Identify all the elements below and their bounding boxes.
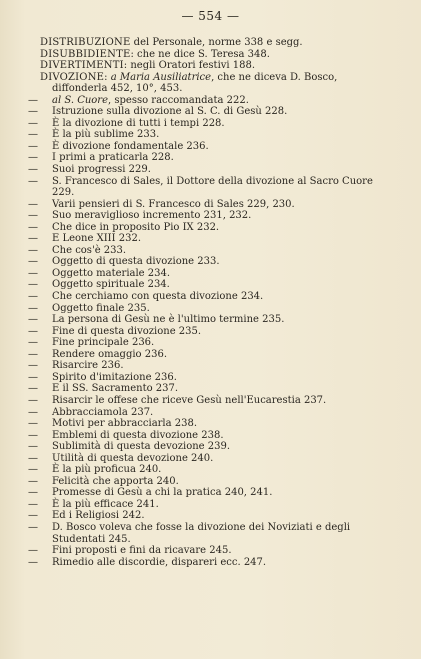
entry-heading: DISUBBIDIENTE: [40, 48, 131, 60]
index-entry: [28, 487, 392, 499]
entry-text: , che ne diceva D. Bosco, diffonderla 452, 10°, 453.: [52, 71, 338, 95]
entry-text: Che cerchiamo con questa divozione 234.: [52, 291, 264, 303]
entry-text: Utilità di questa devozione 240.: [52, 452, 214, 464]
index-entry: [28, 129, 392, 141]
entry-text: È la più sublime 233.: [52, 129, 160, 141]
entry-dash: —: [28, 498, 38, 510]
index-entry: [28, 198, 392, 211]
index-entry: [28, 256, 392, 268]
entry-dash: —: [28, 244, 38, 256]
entry-text: : negli Oratori festivi 188.: [123, 60, 256, 72]
entry-italic-text: al S. Cuore: [52, 94, 109, 106]
entry-dash: —: [28, 198, 38, 210]
index-entry: [28, 429, 392, 442]
index-entry: [28, 521, 392, 545]
entry-dash: —: [28, 487, 38, 499]
entry-text: E il SS. Sacramento 237.: [52, 383, 179, 395]
index-entry: [28, 452, 392, 465]
entry-dash: —: [28, 210, 38, 222]
index-entry: [28, 418, 392, 430]
entry-text: Emblemi di questa divozione 238.: [52, 429, 224, 441]
index-entry: [28, 164, 392, 176]
index-entry: [28, 464, 392, 476]
entry-dash: —: [28, 221, 38, 233]
index-entry: [28, 302, 392, 315]
entry-text: E Leone XIII 232.: [52, 233, 142, 245]
entry-dash: —: [28, 521, 38, 533]
entry-text: Varii pensieri di S. Francesco di Sales 229, 230.: [52, 198, 295, 210]
entry-dash: —: [28, 545, 38, 557]
entry-italic-text: a Maria Ausiliatrice: [110, 71, 212, 83]
entry-dash: —: [28, 360, 38, 372]
entry-dash: —: [28, 406, 38, 418]
index-entry: [40, 49, 392, 61]
entry-text: D. Bosco voleva che fosse la divozione dei Noviziati e degli Studentati 245.: [52, 521, 351, 545]
entry-dash: —: [28, 348, 38, 360]
entry-heading: DIVERTIMENTI: [40, 60, 124, 72]
entry-dash: —: [28, 256, 38, 268]
entry-dash: —: [28, 164, 38, 176]
index-entry: [28, 221, 392, 234]
index-entry: [40, 72, 392, 95]
index-entry: [28, 210, 392, 222]
entry-dash: —: [28, 418, 38, 430]
entry-dash: —: [28, 279, 38, 291]
entry-text: Sublimità di questa devozione 239.: [52, 441, 231, 453]
entry-text: Rimedio alle discordie, dispareri ecc. 247.: [52, 556, 267, 568]
entry-dash: —: [28, 291, 38, 303]
entry-heading: DISTRIBUZIONE: [40, 37, 131, 48]
page-number: — 554 —: [181, 9, 240, 23]
index-entry: [28, 510, 392, 522]
index-entry: [28, 106, 392, 118]
entry-text: Motivi per abbracciarla 238.: [52, 418, 198, 430]
index-entry: [28, 360, 392, 372]
index-entry: [28, 117, 392, 130]
entry-text: Risarcir le offese che riceve Gesù nell'Eucarestia 237.: [52, 394, 327, 406]
index-entry: [28, 175, 392, 199]
entry-dash: —: [28, 325, 38, 337]
entry-text: : che ne dice S. Teresa 348.: [130, 48, 270, 60]
index-entry: [28, 348, 392, 361]
entry-dash: —: [28, 106, 38, 118]
entry-heading: DIVOZIONE: [40, 71, 105, 83]
index-entry: [28, 371, 392, 384]
entry-text: Fini proposti e fini da ricavare 245.: [52, 545, 232, 557]
index-entries: [28, 37, 392, 568]
index-entry: [28, 152, 392, 164]
index-entry: [28, 383, 392, 395]
index-entry: [28, 314, 392, 326]
entry-text: Oggetto materiale 234.: [52, 267, 171, 279]
index-entry: [28, 394, 392, 407]
index-entry: [28, 140, 392, 153]
entry-text: Istruzione sulla divozione al S. C. di Gesù 228.: [52, 106, 288, 118]
entry-dash: —: [28, 556, 38, 568]
entry-text: Oggetto spirituale 234.: [52, 279, 170, 291]
index-entry: [28, 556, 392, 569]
entry-dash: —: [28, 129, 38, 141]
entry-text: Che dice in proposito Pio IX 232.: [52, 221, 220, 233]
entry-dash: —: [28, 140, 38, 152]
entry-text: Fine principale 236.: [52, 337, 155, 349]
entry-text: Suo meraviglioso incremento 231, 232.: [52, 210, 252, 222]
entry-text: Rendere omaggio 236.: [52, 348, 168, 360]
entry-text: La persona di Gesù ne è l'ultimo termine 235.: [52, 314, 285, 326]
entry-dash: —: [28, 475, 38, 487]
entry-text: Oggetto di questa divozione 233.: [52, 256, 220, 268]
entry-dash: —: [28, 464, 38, 476]
index-entry: [28, 291, 392, 303]
entry-text: Oggetto finale 235.: [52, 302, 150, 314]
entry-text: È la più efficace 241.: [52, 498, 159, 510]
index-entry: [28, 406, 392, 419]
index-entry: [28, 267, 392, 280]
index-entry: [28, 441, 392, 453]
entry-text: Abbracciamola 237.: [52, 406, 154, 418]
index-entry: [28, 233, 392, 245]
entry-dash: —: [28, 383, 38, 395]
entry-dash: —: [28, 152, 38, 164]
entry-dash: —: [28, 441, 38, 453]
entry-text: Risarcire 236.: [52, 360, 124, 372]
index-entry: [28, 498, 392, 511]
entry-dash: —: [28, 233, 38, 245]
entry-dash: —: [28, 175, 38, 187]
entry-dash: —: [28, 337, 38, 349]
index-entry: [28, 475, 392, 488]
entry-text: È la divozione di tutti i tempi 228.: [52, 117, 225, 129]
entry-dash: —: [28, 452, 38, 464]
entry-text: Che cos'è 233.: [52, 244, 127, 256]
entry-text: S. Francesco di Sales, il Dottore della divozione al Sacro Cuore 229.: [52, 175, 373, 199]
index-entry: [28, 337, 392, 349]
entry-text: , spesso raccomandata 222.: [108, 94, 249, 106]
entry-dash: —: [28, 314, 38, 326]
entry-text: Felicità che apporta 240.: [52, 475, 179, 487]
entry-text: :: [104, 71, 111, 83]
entry-dash: —: [28, 371, 38, 383]
entry-dash: —: [28, 510, 38, 522]
entry-dash: —: [28, 117, 38, 129]
entry-text: È la più proficua 240.: [52, 464, 162, 476]
entry-dash: —: [28, 394, 38, 406]
entry-dash: —: [28, 267, 38, 279]
index-entry: [40, 60, 392, 72]
index-entry: [28, 545, 392, 557]
index-entry: [28, 244, 392, 257]
entry-text: È divozione fondamentale 236.: [52, 140, 209, 152]
index-entry: [40, 37, 392, 49]
index-entry: [28, 325, 392, 338]
entry-text: Promesse di Gesù a chi la pratica 240, 241.: [52, 487, 273, 499]
entry-dash: —: [28, 429, 38, 441]
entry-text: del Personale, norme 338 e segg.: [130, 37, 303, 48]
index-entry: [28, 279, 392, 291]
entry-text: Spirito d'imitazione 236.: [52, 371, 177, 383]
entry-text: Ed i Religiosi 242.: [52, 510, 145, 522]
entry-text: Fine di questa divozione 235.: [52, 325, 202, 337]
index-entry: [28, 94, 392, 107]
entry-dash: —: [28, 302, 38, 314]
entry-text: I primi a praticarla 228.: [52, 152, 174, 164]
entry-text: Suoi progressi 229.: [52, 164, 151, 176]
entry-dash: —: [28, 94, 38, 106]
